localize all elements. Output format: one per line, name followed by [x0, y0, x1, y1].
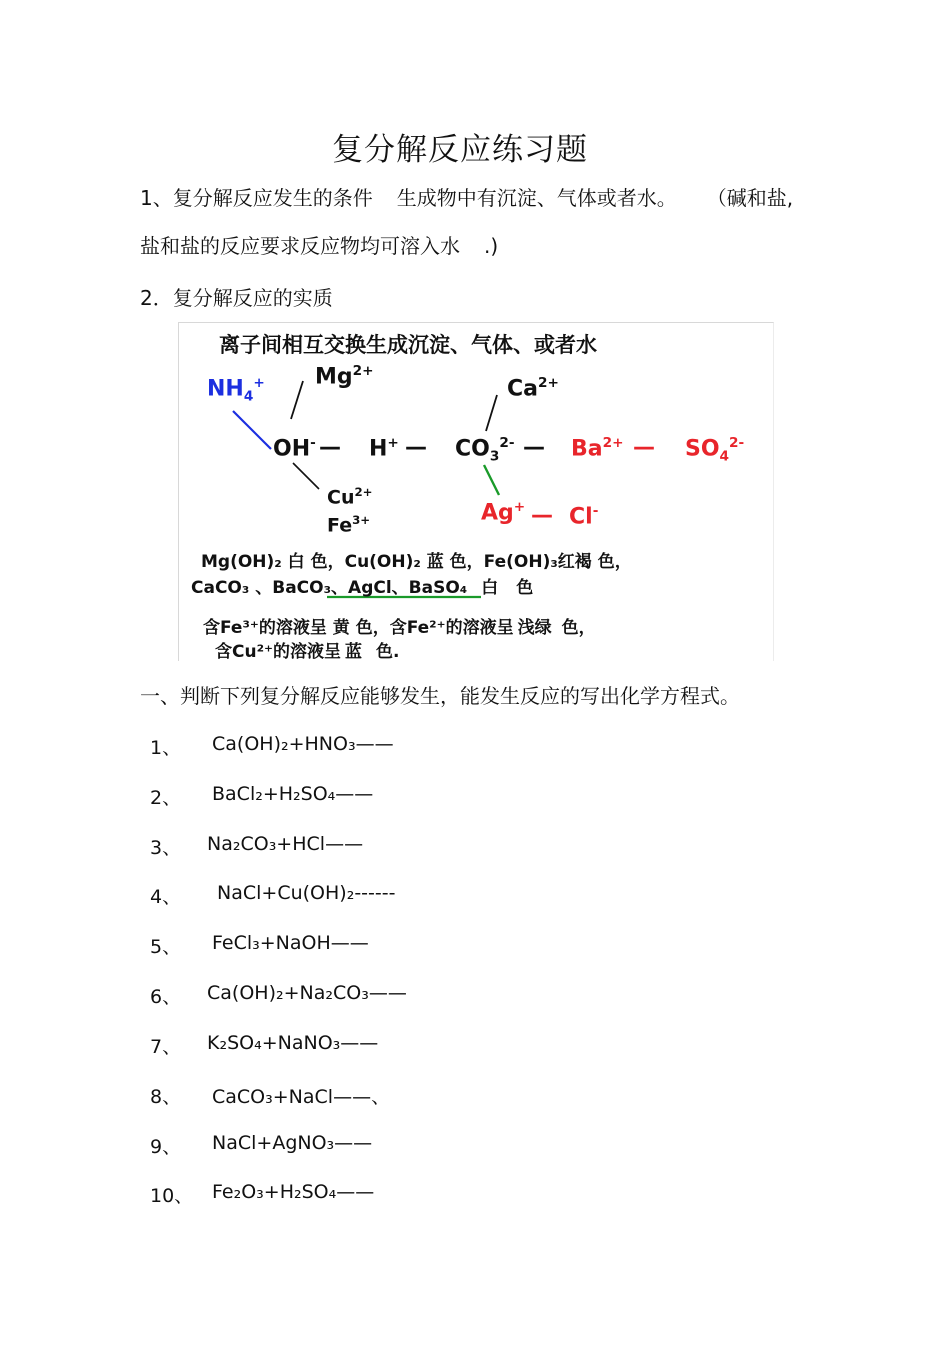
note-precipitates: CaCO₃ 、BaCO₃、AgCl、BaSO₄ 白 色 [191, 578, 534, 598]
ion-cl: Cl- [569, 503, 599, 530]
condition-note-cont: 盐和盐的反应要求反应物均可溶入水 [140, 234, 460, 258]
ion-so4: $SO_4^{2-}$ [685, 435, 745, 465]
ion-oh: OH- [273, 435, 316, 462]
figure-caption: 离子间相互交换生成沉淀、气体、或者水 [219, 333, 597, 357]
co3-ag-line [484, 465, 499, 495]
condition-note-end: .) [484, 234, 499, 258]
ion-nh4: $NH_4^+$ [207, 375, 265, 405]
ion-fe: $Fe^{3+}$ [327, 513, 371, 537]
dash-4: — [633, 435, 655, 460]
condition-line-2 [140, 230, 498, 259]
note-iron-solution: 含Fe³⁺的溶液呈 黄 色，含Fe²⁺的溶液呈 浅绿 色， [203, 618, 596, 638]
dash-3: — [523, 435, 545, 460]
essence-heading: 2．复分解反应的实质 [140, 286, 333, 310]
oh-cu-line [293, 463, 319, 489]
ion-ba: $Ba^{2+}$ [571, 435, 624, 462]
co3-ca-line [486, 395, 497, 431]
condition-line-1 [140, 182, 793, 211]
ion-h: H+ [369, 435, 399, 462]
dash-5: — [531, 503, 553, 528]
ion-ag: Ag+ [481, 499, 526, 526]
condition-answer: 生成物中有沉淀、气体或者水。 [396, 186, 677, 210]
ion-ca: $Ca^{2+}$ [507, 375, 559, 402]
note-hydroxide-colors: Mg(OH)₂ 白 色，Cu(OH)₂ 蓝 色，Fe(OH)₃红褐 色， [201, 552, 632, 572]
nh4-oh-line [233, 411, 271, 449]
mg-oh-line [291, 381, 303, 419]
exercise-heading: 一、判断下列复分解反应能够发生，能发生反应的写出化学方程式。 [140, 684, 740, 708]
ion-co3: $CO_3^{2-}$ [455, 435, 515, 465]
dash-2: — [405, 435, 427, 460]
ion-connector-lines [179, 323, 773, 661]
note-copper-solution: 含Cu²⁺的溶液呈 蓝 色. [215, 642, 400, 662]
condition-label: 1、复分解反应发生的条件 [140, 186, 373, 210]
page-title: 复分解反应练习题 [332, 132, 588, 168]
ion-mg: $Mg^{2+}$ [315, 363, 374, 390]
ion-exchange-figure [178, 322, 774, 661]
dash-1: — [319, 435, 341, 460]
condition-note: （碱和盐, [706, 186, 794, 210]
ion-cu: $Cu^{2+}$ [327, 485, 373, 509]
